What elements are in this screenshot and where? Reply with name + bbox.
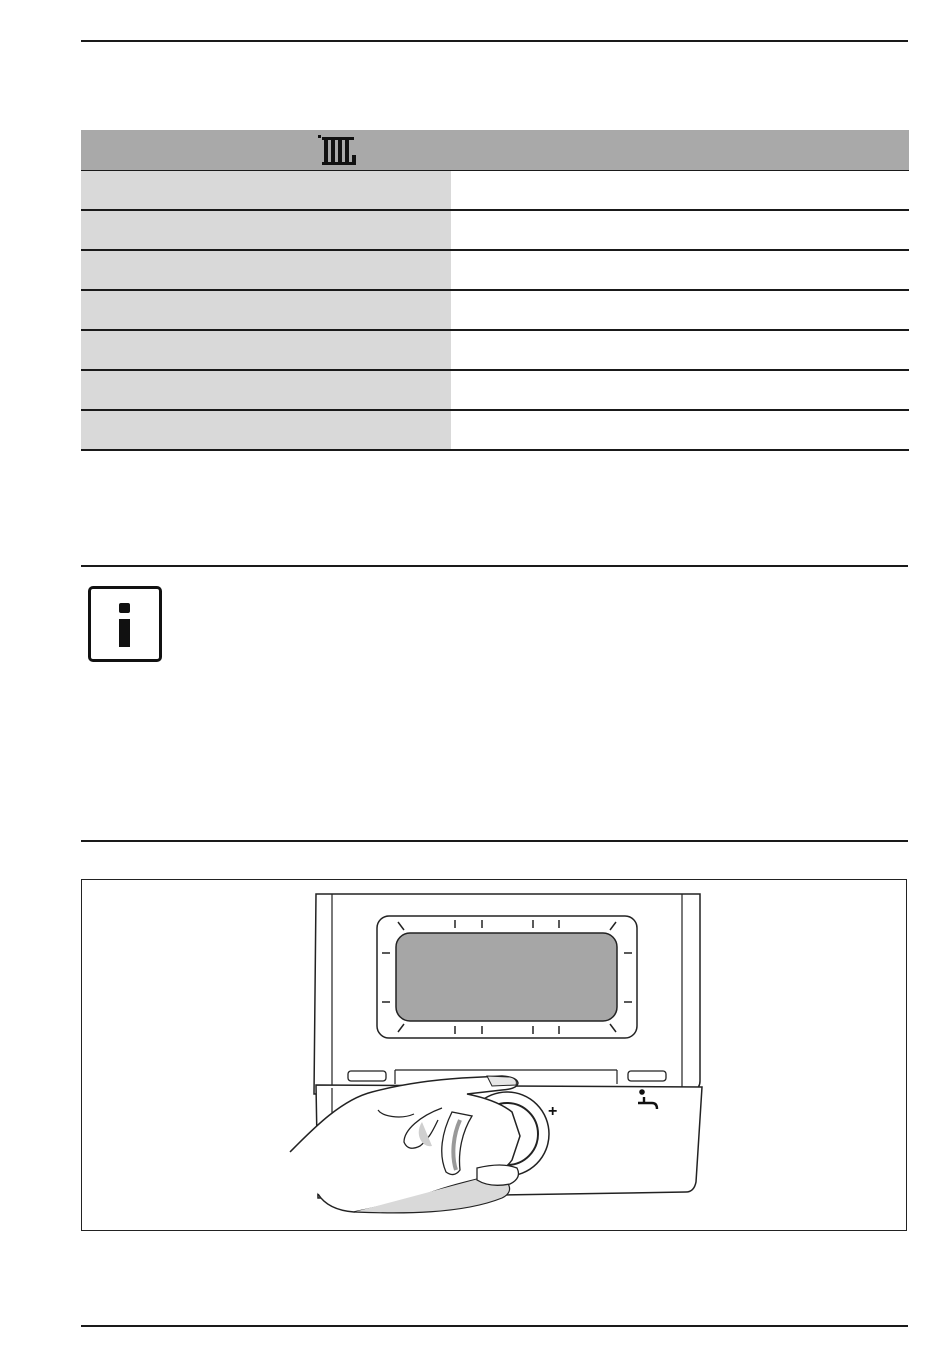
table-row [81, 410, 909, 450]
header-rule [81, 40, 908, 42]
table-row [81, 171, 909, 211]
footer-rule [81, 1325, 908, 1327]
radiator-icon [316, 133, 358, 167]
value-cell [451, 171, 909, 211]
table-row [81, 370, 909, 410]
table-header-value [451, 130, 909, 171]
setting-cell [81, 250, 451, 290]
notice-top-rule [81, 565, 908, 567]
value-cell [451, 370, 909, 410]
info-glyph [91, 589, 159, 659]
controller-figure [81, 879, 907, 1231]
table-row [81, 330, 909, 370]
info-icon [88, 586, 162, 662]
setting-cell [81, 171, 451, 211]
knob-plus-label: + [548, 1103, 558, 1120]
value-cell [451, 210, 909, 250]
table-row [81, 250, 909, 290]
controller-illustration [82, 880, 908, 1232]
lcd-display [396, 933, 617, 1021]
setting-cell [81, 410, 451, 450]
table-header-row [81, 130, 909, 171]
setting-cell [81, 210, 451, 250]
setting-cell [81, 370, 451, 410]
setting-cell [81, 290, 451, 330]
setting-cell [81, 330, 451, 370]
value-cell [451, 410, 909, 450]
notice-bottom-rule [81, 840, 908, 842]
table-row [81, 210, 909, 250]
table-row [81, 290, 909, 330]
value-cell [451, 250, 909, 290]
hot-water-button[interactable] [628, 1071, 666, 1081]
value-cell [451, 290, 909, 330]
value-cell [451, 330, 909, 370]
left-menu-button[interactable] [348, 1071, 386, 1081]
table-header-heating [81, 130, 451, 171]
settings-table [81, 130, 909, 451]
